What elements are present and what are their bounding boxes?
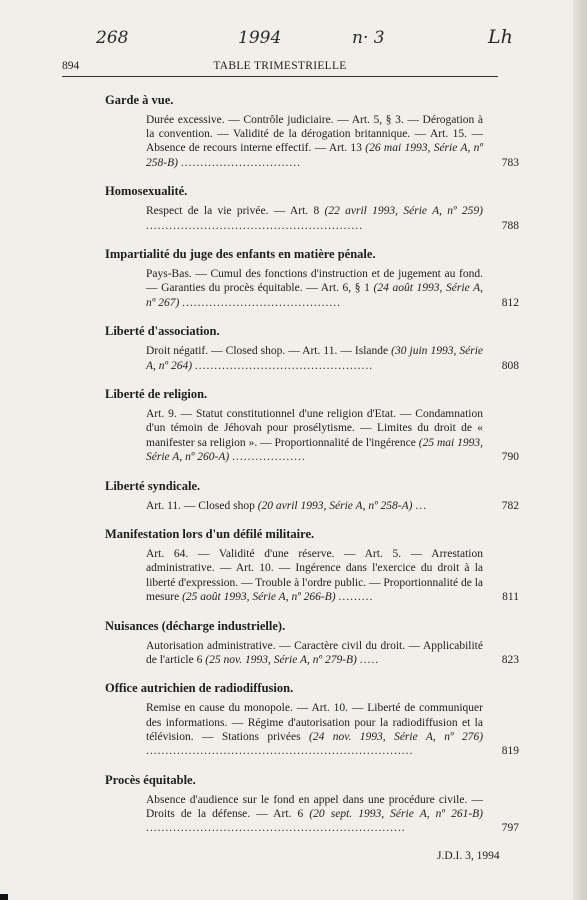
index-section <box>105 681 519 758</box>
index-section <box>105 773 519 836</box>
page-reference: 812 <box>501 296 519 309</box>
section-heading: Liberté syndicale. <box>105 478 201 493</box>
index-section <box>105 93 519 170</box>
entry-text: Durée excessive. — Contrôle judiciaire. — Art. 5, § 3. — Dérogation à la convention. — Validité de la dérogation britannique. — Art. 15. — Absence de recours interne effectif. — Art. 13 <box>146 114 483 155</box>
index-section <box>105 479 519 513</box>
page-reference: 782 <box>501 499 519 512</box>
index-section <box>105 324 519 372</box>
index-entry <box>146 639 519 667</box>
page-number: 894 <box>62 60 80 72</box>
entry-text: Droit négatif. — Closed shop. — Art. 11. — Islande <box>146 345 389 358</box>
entry-citation: (25 août 1993, Série A, nº 266-B) <box>182 590 336 603</box>
dot-leader: ............................... <box>180 156 301 169</box>
section-heading: Homosexualité. <box>105 184 188 199</box>
running-header <box>62 60 498 77</box>
index-entry <box>146 344 519 372</box>
dot-leader: ......... <box>338 590 374 603</box>
scan-mark <box>0 894 8 900</box>
dot-leader: .............................................. <box>194 359 374 372</box>
section-heading: Nuisances (décharge industrielle). <box>105 618 286 633</box>
dot-leader: ..... <box>359 653 380 666</box>
handwritten-note: n· 3 <box>352 28 385 48</box>
page-reference: 797 <box>501 822 519 835</box>
index-entry <box>146 547 519 604</box>
handwritten-note: Lh <box>488 26 513 48</box>
entry-citation: (26 mai 1993, Série A, nº 258-B) <box>146 142 483 169</box>
section-heading: Liberté d'association. <box>105 324 220 339</box>
section-heading: Manifestation lors d'un défilé militaire. <box>105 527 315 542</box>
dot-leader: ................................................................... <box>146 822 406 835</box>
dot-leader: ..................................................................... <box>146 745 414 758</box>
section-heading: Garde à vue. <box>105 93 174 107</box>
page-footer: J.D.I. 3, 1994 <box>437 850 500 862</box>
index-entry <box>146 793 519 836</box>
handwritten-note: 1994 <box>238 28 282 48</box>
dot-leader: ........................................................ <box>146 219 363 232</box>
section-heading: Liberté de religion. <box>105 387 208 402</box>
entry-text: Respect de la vie privée. — Art. 8 <box>146 205 320 218</box>
dot-leader: ... <box>415 499 427 512</box>
page-reference: 788 <box>501 219 519 232</box>
page-reference: 783 <box>501 156 519 169</box>
index-section <box>105 247 519 310</box>
entry-text: Autorisation administrative. — Caractère civil du droit. — Applicabilité de l'article 6 <box>146 639 483 666</box>
page-reference: 790 <box>501 450 519 463</box>
entry-citation: (30 juin 1993, Série A, nº 264) <box>146 345 483 372</box>
entry-citation: (25 mai 1993, Série A, nº 260-A) <box>146 436 483 463</box>
entry-citation: (20 avril 1993, Série A, nº 258-A) <box>257 499 413 512</box>
dot-leader: ................... <box>232 450 306 463</box>
index-content <box>105 93 519 850</box>
index-section <box>105 184 519 232</box>
index-entry <box>146 267 519 310</box>
section-heading: Office autrichien de radiodiffusion. <box>105 681 294 696</box>
page-edge <box>573 0 587 900</box>
entry-text: Pays-Bas. — Cumul des fonctions d'instruction et de jugement au fond. — Garanties du procès équitable. — Art. 6, § 1 <box>146 268 483 295</box>
page-reference: 819 <box>501 745 519 758</box>
index-entry <box>146 113 519 170</box>
index-entry <box>146 701 519 758</box>
entry-citation: (24 août 1993, Série A, nº 267) <box>146 282 483 309</box>
page-reference: 823 <box>501 653 519 666</box>
entry-citation: (22 avril 1993, Série A, nº 259) <box>324 205 484 218</box>
index-section <box>105 527 519 604</box>
entry-text: Art. 11. — Closed shop <box>146 499 255 512</box>
index-section <box>105 387 519 464</box>
entry-text: Art. 64. — Validité d'une réserve. — Art. 5. — Arrestation administrative. — Art. 10. — Ingérence dans l'exercice du droit à la liberté d'expression. — Trouble à l'ordre public. — Proportionnalité de la mesure <box>146 548 483 603</box>
header-title: TABLE TRIMESTRIELLE <box>213 60 347 72</box>
entry-citation: (24 nov. 1993, Série A, nº 276) <box>309 730 484 743</box>
dot-leader: ......................................... <box>182 296 342 309</box>
page-reference: 808 <box>501 359 519 372</box>
section-heading: Impartialité du juge des enfants en matière pénale. <box>105 247 376 262</box>
entry-text: Remise en cause du monopole. — Art. 10. — Liberté de communiquer des informations. — Régime d'autorisation pour la radiodiffusion et la télévision. — Stations privées <box>146 702 483 743</box>
index-entry <box>146 204 519 232</box>
entry-citation: (25 nov. 1993, Série A, nº 279-B) <box>205 653 357 666</box>
index-entry <box>146 407 519 464</box>
entry-text: Art. 9. — Statut constitutionnel d'une religion d'Etat. — Condamnation d'un témoin de Jéhovah pour prosélytisme. — Limites du droit de « manifester sa religion ». — Proportionnalité de l'ingérence <box>146 408 483 449</box>
entry-citation: (20 sept. 1993, Série A, nº 261-B) <box>309 807 484 820</box>
section-heading: Procès équitable. <box>105 772 196 787</box>
entry-text: Absence d'audience sur le fond en appel dans une procédure civile. — Droits de la défense. — Art. 6 <box>146 793 483 820</box>
index-entry <box>146 499 519 513</box>
handwritten-note: 268 <box>96 28 129 48</box>
index-section <box>105 619 519 667</box>
page-reference: 811 <box>502 590 519 603</box>
